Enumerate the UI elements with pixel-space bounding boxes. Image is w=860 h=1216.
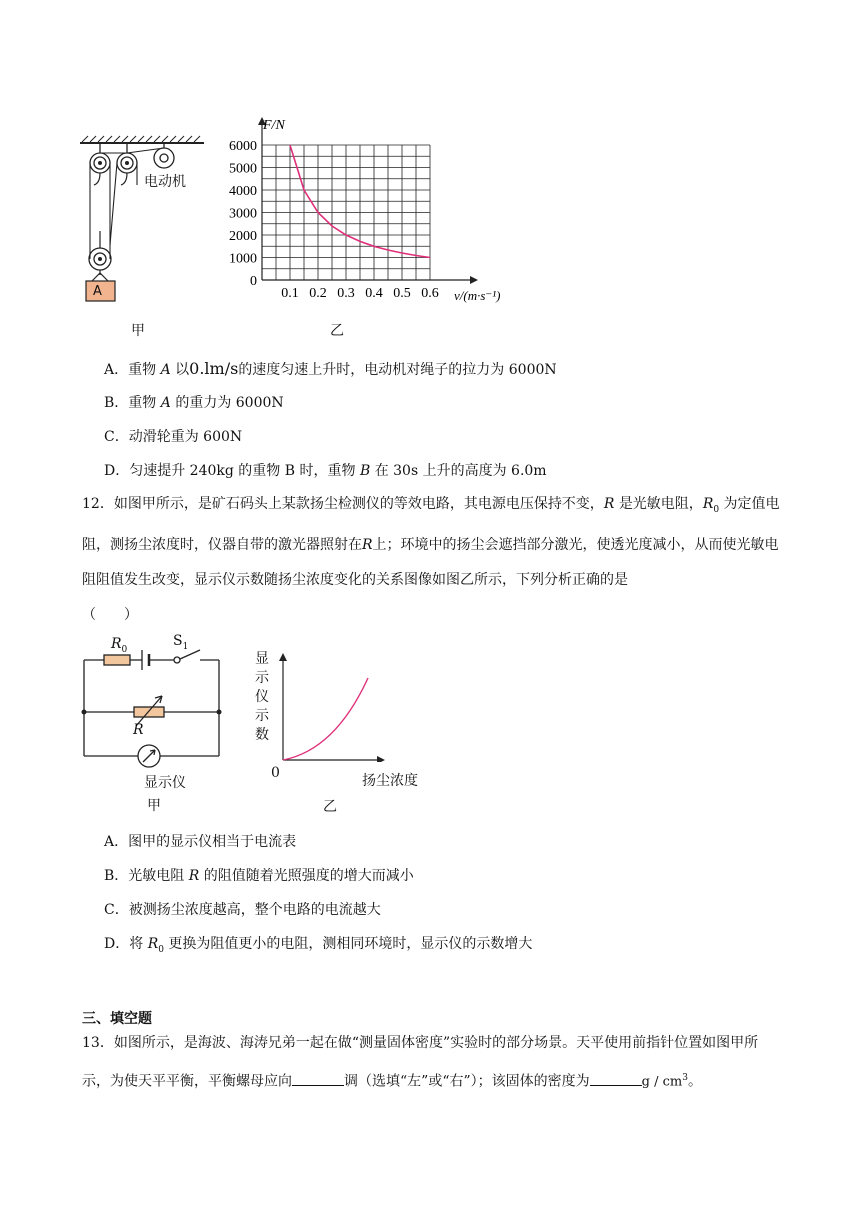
text: 的阻值随着光照强度的增大而减小: [203, 868, 414, 884]
var: A: [160, 395, 171, 411]
y-tick-label: 2000: [229, 229, 257, 244]
weight-a-label: A: [93, 284, 102, 299]
q12-option-d[interactable]: [104, 934, 532, 960]
graph-x-label: 扬尘浓度: [362, 773, 418, 789]
x-tick-label: 0.4: [365, 286, 383, 301]
q11-option-d[interactable]: [104, 461, 547, 481]
q11-option-c[interactable]: C．动滑轮重为 600N: [104, 429, 243, 445]
q12-stem: [82, 487, 782, 633]
text: 更换为阻值更小的电阻，测相同环境时，显示仪的示数增大: [168, 936, 533, 952]
meter-label: 显示仪: [144, 775, 186, 791]
r0-label: [111, 636, 127, 655]
pulley-diagram: [76, 135, 206, 305]
q11-option-b[interactable]: [104, 393, 284, 413]
var: R: [702, 496, 714, 512]
answer-blank-direction[interactable]: [292, 1071, 344, 1086]
motor-label: 电动机: [144, 174, 186, 190]
subscript: 0: [713, 504, 720, 515]
text: 。: [687, 1073, 702, 1090]
text: A．重物: [104, 362, 157, 378]
var: R: [603, 496, 615, 512]
y-tick-label: 3000: [229, 206, 257, 222]
text: 调（选填“左”或“右”）；该固体的密度为: [344, 1073, 590, 1090]
section-heading: 三、填空题: [82, 1011, 152, 1027]
q13-stem: [82, 1026, 782, 1100]
q11-option-a[interactable]: [104, 359, 557, 380]
y-tick-label: 4000: [229, 184, 257, 199]
answer-blank-density[interactable]: [590, 1071, 642, 1086]
x-axis-arrow: [470, 276, 478, 284]
q12-option-b[interactable]: [104, 866, 414, 886]
graph-y-label: 显示仪示数: [255, 651, 269, 743]
force-velocity-chart: [210, 110, 510, 310]
figure-caption-jia: 甲: [131, 323, 145, 339]
y-tick-label: 0: [250, 274, 257, 289]
circuit-diagram: [76, 630, 226, 775]
subscript: 1: [182, 641, 189, 652]
graph-origin: 0: [271, 765, 280, 781]
text: D．将: [104, 936, 144, 952]
circuit-caption: 甲: [147, 798, 161, 814]
text: D．匀速提升 240kg 的重物 B 时，重物: [104, 463, 356, 479]
var: R: [111, 636, 122, 652]
text: 上；环境中的扬尘会遮挡部分激光，使透光度减小，从而使光敏电阻阻值发生改变，显示仪示数随扬尘浓度变化的关系图像如图乙所示，下列分析正确的是: [82, 536, 779, 588]
y-tick-label: 1000: [229, 251, 257, 267]
subscript: 0: [121, 644, 128, 655]
speed-value: 0.lm/s: [189, 359, 239, 378]
chart-y-axis-label: F/N: [263, 118, 285, 133]
x-tick-label: 0.6: [421, 286, 439, 301]
text: S: [173, 633, 183, 649]
x-tick-label: 0.3: [337, 286, 355, 301]
reading-vs-dust-graph: [275, 650, 385, 762]
text: 为定值电阻，测扬尘浓度时，仪器自带的激光器照射在: [82, 496, 780, 553]
x-tick-label: 0.5: [393, 286, 411, 301]
q12-option-c[interactable]: C．被测扬尘浓度越高，整个电路的电流越大: [104, 902, 381, 918]
var: A: [160, 362, 171, 378]
text: B．光敏电阻: [104, 868, 185, 884]
var: R: [362, 536, 373, 553]
x-tick-label: 0.2: [309, 286, 327, 301]
text: 的速度匀速上升时，电动机对绳子的拉力为 6000N: [238, 362, 557, 378]
y-tick-label: 6000: [229, 139, 257, 154]
text: 的重力为 6000N: [175, 395, 284, 411]
figure-caption-yi: 乙: [330, 323, 344, 339]
q12-option-a[interactable]: A．图甲的显示仪相当于电流表: [104, 834, 297, 850]
text: 13．如图所示，是海波、海涛兄弟一起在做“测量固体密度”实验时的部分场景。天平使用前指针位置如图甲所示，为使天平平衡，平衡螺母应向: [82, 1035, 759, 1090]
text: 12．如图甲所示，是矿石码头上某款扬尘检测仪的等效电路，其电源电压保持不变，: [82, 496, 604, 512]
var: B: [359, 463, 371, 479]
superscript: 3: [682, 1073, 688, 1083]
graph-caption: 乙: [323, 799, 337, 815]
text: 在 30s 上升的高度为 6.0m: [374, 463, 547, 479]
text: 以: [175, 362, 190, 378]
text: B．重物: [104, 395, 157, 411]
unit: g / cm: [641, 1074, 683, 1090]
chart-x-axis-label: v/(m·s⁻¹): [454, 288, 501, 303]
var: R: [147, 936, 159, 952]
subscript: 0: [158, 944, 164, 955]
var: R: [188, 868, 200, 884]
answer-paren: （ ）: [82, 606, 138, 623]
switch-label: [173, 633, 188, 652]
x-tick-label: 0.1: [281, 286, 299, 301]
text: 是光敏电阻，: [618, 496, 703, 512]
r-label: R: [133, 722, 144, 738]
y-tick-label: 5000: [229, 161, 257, 177]
